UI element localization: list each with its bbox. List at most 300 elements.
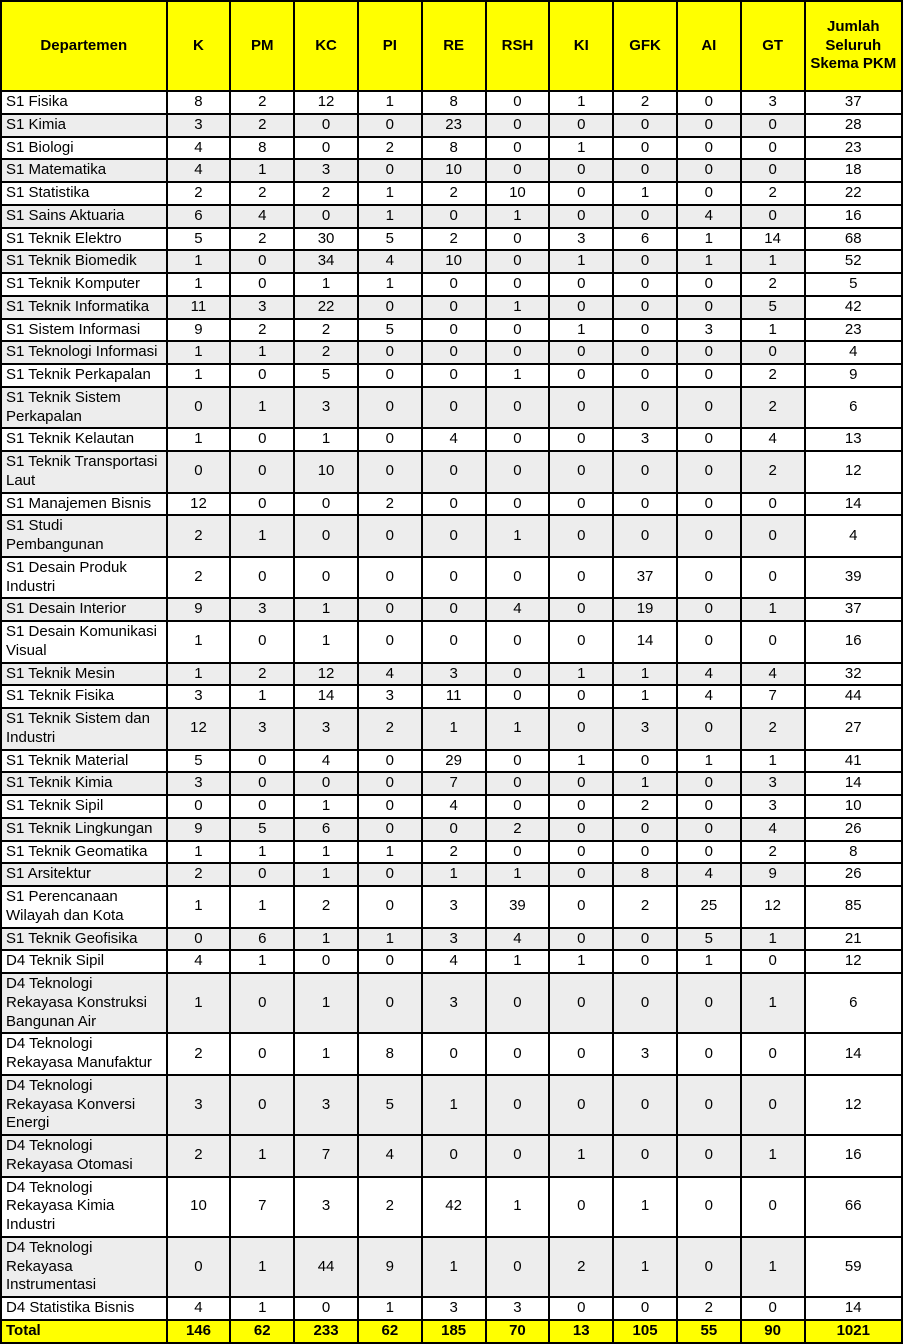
table-row-d4-teknologi-rekayasa-instrumentasi [1,1237,902,1297]
value-cell-gt: 0 [741,137,805,160]
total-label-cell: Total [1,1320,167,1343]
value-cell-gfk: 0 [613,451,677,493]
jumlah-cell: 23 [805,137,902,160]
value-cell-gfk: 0 [613,114,677,137]
jumlah-cell: 59 [805,1237,902,1297]
department-cell: S1 Statistika [1,182,167,205]
value-cell-ki: 0 [549,515,613,557]
table-row-d4-teknologi-rekayasa-konversi-energi [1,1075,902,1135]
value-cell-pi: 8 [358,1033,422,1075]
total-value-cell-gt: 90 [741,1320,805,1343]
value-cell-rsh: 1 [486,708,550,750]
value-cell-ai: 0 [677,387,741,429]
value-cell-pi: 5 [358,1075,422,1135]
value-cell-pi: 1 [358,91,422,114]
total-value-cell-gfk: 105 [613,1320,677,1343]
value-cell-gfk: 0 [613,950,677,973]
value-cell-k: 6 [167,205,231,228]
value-cell-ai: 0 [677,341,741,364]
value-cell-gt: 0 [741,159,805,182]
value-cell-gt: 2 [741,364,805,387]
value-cell-k: 0 [167,795,231,818]
value-cell-gt: 2 [741,273,805,296]
value-cell-rsh: 0 [486,1135,550,1177]
value-cell-k: 10 [167,1177,231,1237]
jumlah-cell: 27 [805,708,902,750]
value-cell-pi: 1 [358,205,422,228]
department-cell: D4 Teknologi Rekayasa Konversi Energi [1,1075,167,1135]
value-cell-gfk: 1 [613,182,677,205]
value-cell-gfk: 37 [613,557,677,599]
table-row-s1-teknik-kimia [1,772,902,795]
value-cell-ai: 0 [677,1033,741,1075]
value-cell-pi: 0 [358,863,422,886]
value-cell-re: 0 [422,818,486,841]
value-cell-pi: 2 [358,708,422,750]
jumlah-cell: 26 [805,818,902,841]
value-cell-pm: 3 [230,296,294,319]
value-cell-re: 2 [422,182,486,205]
value-cell-ki: 0 [549,296,613,319]
value-cell-gt: 2 [741,182,805,205]
value-cell-gt: 1 [741,973,805,1033]
jumlah-cell: 4 [805,515,902,557]
value-cell-pm: 1 [230,841,294,864]
value-cell-re: 8 [422,137,486,160]
value-cell-pi: 4 [358,663,422,686]
value-cell-k: 8 [167,91,231,114]
value-cell-pm: 0 [230,364,294,387]
value-cell-ki: 3 [549,228,613,251]
value-cell-ai: 0 [677,708,741,750]
value-cell-ai: 1 [677,950,741,973]
value-cell-ki: 0 [549,621,613,663]
table-row-s1-teknik-perkapalan [1,364,902,387]
jumlah-cell: 52 [805,250,902,273]
value-cell-ki: 0 [549,1297,613,1320]
department-cell: S1 Teknik Sistem dan Industri [1,708,167,750]
value-cell-ai: 1 [677,228,741,251]
value-cell-gfk: 2 [613,795,677,818]
value-cell-gt: 3 [741,795,805,818]
value-cell-gfk: 0 [613,973,677,1033]
value-cell-k: 2 [167,182,231,205]
value-cell-k: 1 [167,841,231,864]
value-cell-pi: 0 [358,451,422,493]
value-cell-kc: 2 [294,341,358,364]
table-row-s1-perencanaan-wilayah-dan-kota [1,886,902,928]
value-cell-gfk: 0 [613,319,677,342]
value-cell-gfk: 1 [613,1177,677,1237]
jumlah-cell: 22 [805,182,902,205]
table-row-s1-teknik-geomatika [1,841,902,864]
value-cell-gfk: 1 [613,663,677,686]
value-cell-ki: 0 [549,818,613,841]
value-cell-rsh: 0 [486,91,550,114]
value-cell-pi: 1 [358,928,422,951]
department-cell: D4 Teknik Sipil [1,950,167,973]
jumlah-cell: 21 [805,928,902,951]
table-row-s1-teknik-material [1,750,902,773]
value-cell-ki: 1 [549,250,613,273]
jumlah-cell: 9 [805,364,902,387]
department-cell: S1 Teknik Geofisika [1,928,167,951]
value-cell-k: 1 [167,621,231,663]
value-cell-pm: 0 [230,451,294,493]
column-header-departemen: Departemen [1,1,167,91]
value-cell-gfk: 0 [613,1075,677,1135]
value-cell-ki: 0 [549,387,613,429]
value-cell-re: 2 [422,841,486,864]
total-value-cell-k: 146 [167,1320,231,1343]
value-cell-gt: 5 [741,296,805,319]
value-cell-ki: 1 [549,950,613,973]
value-cell-k: 4 [167,1297,231,1320]
value-cell-ai: 4 [677,685,741,708]
value-cell-rsh: 10 [486,182,550,205]
value-cell-pm: 0 [230,795,294,818]
jumlah-cell: 6 [805,387,902,429]
value-cell-rsh: 0 [486,1237,550,1297]
total-value-cell-re: 185 [422,1320,486,1343]
department-cell: S1 Sains Aktuaria [1,205,167,228]
value-cell-pm: 4 [230,205,294,228]
value-cell-ki: 1 [549,663,613,686]
department-cell: S1 Desain Interior [1,598,167,621]
value-cell-ki: 0 [549,273,613,296]
value-cell-k: 1 [167,428,231,451]
value-cell-gt: 0 [741,114,805,137]
value-cell-kc: 0 [294,950,358,973]
value-cell-k: 1 [167,886,231,928]
value-cell-rsh: 4 [486,598,550,621]
table-row-s1-teknik-mesin [1,663,902,686]
value-cell-pm: 0 [230,493,294,516]
value-cell-k: 0 [167,1237,231,1297]
value-cell-gt: 1 [741,750,805,773]
value-cell-rsh: 3 [486,1297,550,1320]
column-header-gt: GT [741,1,805,91]
table-row-s1-teknik-lingkungan [1,818,902,841]
value-cell-pm: 2 [230,182,294,205]
value-cell-ai: 0 [677,772,741,795]
jumlah-cell: 16 [805,205,902,228]
department-cell: S1 Teknik Elektro [1,228,167,251]
value-cell-rsh: 0 [486,685,550,708]
table-row-s1-matematika [1,159,902,182]
jumlah-cell: 13 [805,428,902,451]
value-cell-k: 9 [167,319,231,342]
jumlah-cell: 4 [805,341,902,364]
value-cell-k: 2 [167,1135,231,1177]
value-cell-k: 9 [167,598,231,621]
value-cell-rsh: 0 [486,319,550,342]
jumlah-cell: 12 [805,1075,902,1135]
value-cell-pi: 3 [358,685,422,708]
jumlah-cell: 66 [805,1177,902,1237]
column-header-ki: KI [549,1,613,91]
value-cell-ai: 0 [677,557,741,599]
value-cell-ai: 0 [677,1075,741,1135]
value-cell-kc: 1 [294,598,358,621]
value-cell-kc: 0 [294,493,358,516]
value-cell-ki: 0 [549,451,613,493]
value-cell-pi: 1 [358,841,422,864]
table-row-s1-teknik-sistem-dan-industri [1,708,902,750]
department-cell: S1 Desain Komunikasi Visual [1,621,167,663]
column-header-gfk: GFK [613,1,677,91]
value-cell-pm: 1 [230,341,294,364]
value-cell-gt: 0 [741,557,805,599]
department-cell: S1 Teknik Kelautan [1,428,167,451]
value-cell-rsh: 0 [486,428,550,451]
value-cell-ai: 25 [677,886,741,928]
value-cell-gt: 14 [741,228,805,251]
value-cell-re: 3 [422,928,486,951]
value-cell-gfk: 0 [613,1135,677,1177]
value-cell-re: 11 [422,685,486,708]
value-cell-pi: 0 [358,598,422,621]
value-cell-gt: 3 [741,91,805,114]
value-cell-ki: 1 [549,750,613,773]
value-cell-re: 8 [422,91,486,114]
table-row-s1-teknik-sistem-perkapalan [1,387,902,429]
value-cell-gt: 0 [741,1075,805,1135]
value-cell-kc: 2 [294,319,358,342]
value-cell-re: 7 [422,772,486,795]
value-cell-gt: 1 [741,319,805,342]
value-cell-re: 1 [422,1237,486,1297]
value-cell-k: 2 [167,515,231,557]
table-row-s1-teknik-geofisika [1,928,902,951]
value-cell-k: 1 [167,364,231,387]
value-cell-pm: 0 [230,1033,294,1075]
value-cell-ai: 4 [677,663,741,686]
value-cell-pm: 1 [230,159,294,182]
value-cell-gfk: 1 [613,1237,677,1297]
value-cell-k: 3 [167,114,231,137]
value-cell-pi: 0 [358,114,422,137]
value-cell-pm: 1 [230,515,294,557]
department-cell: D4 Teknologi Rekayasa Kimia Industri [1,1177,167,1237]
value-cell-gfk: 3 [613,428,677,451]
total-jumlah-cell: 1021 [805,1320,902,1343]
department-cell: S1 Teknologi Informasi [1,341,167,364]
department-cell: S1 Biologi [1,137,167,160]
value-cell-re: 0 [422,515,486,557]
value-cell-ai: 0 [677,1237,741,1297]
value-cell-kc: 0 [294,1297,358,1320]
value-cell-pm: 1 [230,950,294,973]
value-cell-ki: 0 [549,708,613,750]
value-cell-gfk: 0 [613,818,677,841]
value-cell-ai: 0 [677,795,741,818]
value-cell-pm: 2 [230,91,294,114]
value-cell-rsh: 1 [486,205,550,228]
value-cell-ki: 1 [549,1135,613,1177]
value-cell-ai: 0 [677,159,741,182]
value-cell-ki: 0 [549,928,613,951]
table-row-d4-teknik-sipil [1,950,902,973]
value-cell-gfk: 0 [613,750,677,773]
value-cell-rsh: 0 [486,621,550,663]
value-cell-gfk: 0 [613,1297,677,1320]
table-row-s1-teknologi-informasi [1,341,902,364]
column-header-ai: AI [677,1,741,91]
value-cell-kc: 3 [294,1177,358,1237]
value-cell-pi: 2 [358,137,422,160]
value-cell-kc: 12 [294,663,358,686]
value-cell-rsh: 39 [486,886,550,928]
column-header-kc: KC [294,1,358,91]
value-cell-gfk: 0 [613,205,677,228]
value-cell-kc: 1 [294,928,358,951]
value-cell-pm: 3 [230,598,294,621]
value-cell-re: 0 [422,364,486,387]
value-cell-rsh: 1 [486,1177,550,1237]
value-cell-ki: 0 [549,205,613,228]
jumlah-cell: 14 [805,1297,902,1320]
column-header-pm: PM [230,1,294,91]
value-cell-re: 3 [422,663,486,686]
value-cell-gfk: 0 [613,137,677,160]
value-cell-gt: 0 [741,1177,805,1237]
value-cell-ki: 0 [549,182,613,205]
value-cell-kc: 1 [294,428,358,451]
value-cell-pm: 0 [230,273,294,296]
value-cell-pi: 0 [358,341,422,364]
value-cell-re: 29 [422,750,486,773]
value-cell-re: 1 [422,708,486,750]
value-cell-gt: 1 [741,598,805,621]
value-cell-pm: 0 [230,250,294,273]
value-cell-ki: 1 [549,319,613,342]
value-cell-gt: 0 [741,341,805,364]
jumlah-cell: 14 [805,493,902,516]
table-row-s1-desain-komunikasi-visual [1,621,902,663]
value-cell-ai: 0 [677,91,741,114]
value-cell-pm: 5 [230,818,294,841]
value-cell-ai: 0 [677,451,741,493]
value-cell-rsh: 1 [486,950,550,973]
value-cell-pi: 4 [358,1135,422,1177]
value-cell-gfk: 8 [613,863,677,886]
value-cell-re: 1 [422,863,486,886]
value-cell-rsh: 0 [486,973,550,1033]
value-cell-rsh: 0 [486,557,550,599]
jumlah-cell: 44 [805,685,902,708]
value-cell-ai: 5 [677,928,741,951]
table-row-s1-biologi [1,137,902,160]
total-value-cell-pm: 62 [230,1320,294,1343]
value-cell-pm: 3 [230,708,294,750]
value-cell-re: 0 [422,493,486,516]
value-cell-pm: 1 [230,886,294,928]
jumlah-cell: 10 [805,795,902,818]
value-cell-k: 3 [167,1075,231,1135]
value-cell-gfk: 2 [613,886,677,928]
value-cell-pm: 0 [230,621,294,663]
value-cell-ki: 0 [549,886,613,928]
value-cell-rsh: 4 [486,928,550,951]
jumlah-cell: 5 [805,273,902,296]
table-row-s1-kimia [1,114,902,137]
value-cell-kc: 44 [294,1237,358,1297]
value-cell-k: 1 [167,663,231,686]
value-cell-ki: 0 [549,863,613,886]
value-cell-k: 2 [167,557,231,599]
value-cell-rsh: 1 [486,364,550,387]
value-cell-pm: 2 [230,663,294,686]
value-cell-kc: 0 [294,137,358,160]
department-cell: S1 Fisika [1,91,167,114]
value-cell-pi: 0 [358,621,422,663]
value-cell-rsh: 0 [486,772,550,795]
table-row-d4-teknologi-rekayasa-konstruksi-bangunan-air [1,973,902,1033]
value-cell-ai: 0 [677,841,741,864]
value-cell-kc: 1 [294,1033,358,1075]
value-cell-pi: 0 [358,772,422,795]
table-row-s1-teknik-transportasi-laut [1,451,902,493]
value-cell-gfk: 2 [613,91,677,114]
value-cell-rsh: 0 [486,1075,550,1135]
jumlah-cell: 37 [805,91,902,114]
value-cell-ai: 0 [677,818,741,841]
value-cell-k: 1 [167,273,231,296]
value-cell-kc: 14 [294,685,358,708]
value-cell-ai: 0 [677,137,741,160]
value-cell-re: 3 [422,1297,486,1320]
department-cell: S1 Matematika [1,159,167,182]
value-cell-k: 2 [167,1033,231,1075]
value-cell-pi: 0 [358,950,422,973]
value-cell-gfk: 1 [613,685,677,708]
value-cell-k: 4 [167,950,231,973]
value-cell-pi: 1 [358,1297,422,1320]
value-cell-k: 9 [167,818,231,841]
value-cell-ki: 0 [549,841,613,864]
jumlah-cell: 26 [805,863,902,886]
department-cell: S1 Studi Pembangunan [1,515,167,557]
jumlah-cell: 23 [805,319,902,342]
total-value-cell-pi: 62 [358,1320,422,1343]
value-cell-kc: 3 [294,1075,358,1135]
value-cell-re: 0 [422,319,486,342]
value-cell-rsh: 0 [486,228,550,251]
jumlah-cell: 42 [805,296,902,319]
value-cell-pi: 4 [358,250,422,273]
value-cell-pm: 0 [230,750,294,773]
value-cell-re: 0 [422,273,486,296]
department-cell: S1 Teknik Lingkungan [1,818,167,841]
value-cell-pi: 0 [358,750,422,773]
value-cell-k: 3 [167,685,231,708]
value-cell-pm: 2 [230,319,294,342]
value-cell-pi: 0 [358,886,422,928]
value-cell-pi: 5 [358,228,422,251]
value-cell-re: 10 [422,159,486,182]
value-cell-gt: 3 [741,772,805,795]
value-cell-kc: 10 [294,451,358,493]
value-cell-kc: 0 [294,557,358,599]
value-cell-re: 0 [422,387,486,429]
value-cell-gfk: 0 [613,364,677,387]
value-cell-pm: 1 [230,387,294,429]
value-cell-k: 5 [167,228,231,251]
value-cell-k: 5 [167,750,231,773]
value-cell-kc: 4 [294,750,358,773]
table-row-d4-statistika-bisnis [1,1297,902,1320]
